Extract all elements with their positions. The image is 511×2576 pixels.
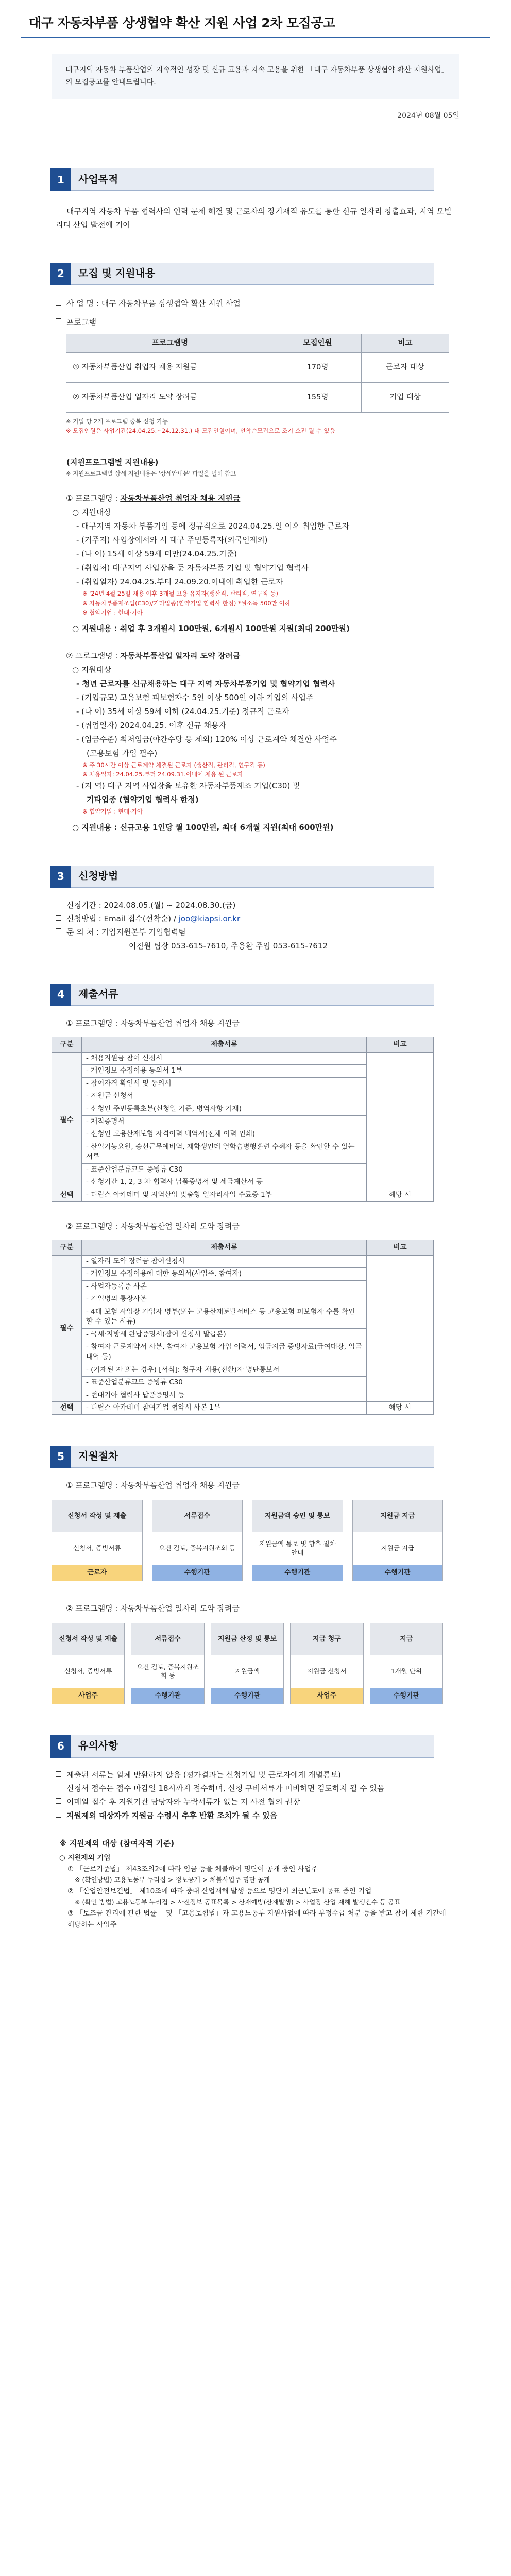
procedure-step-actor: 수행기관 — [131, 1688, 203, 1704]
square-bullet-icon — [56, 1812, 61, 1818]
table-cell — [367, 1052, 434, 1189]
table-header: 비고 — [367, 1037, 434, 1052]
notice-date: 2024년 08월 05일 — [397, 112, 459, 121]
target-label: ○ 지원대상 — [72, 507, 111, 517]
table-cell: - 디립스 아카데미 및 지역산업 맞춤형 일자리사업 수료증 1부 — [82, 1189, 367, 1201]
section-title: 지원절차 — [71, 1446, 434, 1468]
contact-info: 문 의 처 : 기업지원본부 기업협력팀 — [56, 925, 454, 939]
target-line: (고용보험 가입 필수) — [87, 748, 158, 758]
intro-box — [52, 54, 459, 100]
square-bullet-icon — [56, 459, 61, 464]
target-line: - (취업처) 대구지역 사업장을 둔 자동차부품 기업 및 협약기업 협력사 — [76, 563, 309, 573]
square-bullet-icon — [56, 902, 61, 907]
section-title: 유의사항 — [71, 1735, 434, 1758]
table-header: 비고 — [367, 1240, 434, 1255]
procedure-step-actor: 수행기관 — [152, 1565, 243, 1581]
procedure-step-description: 1개월 단위 — [390, 1667, 422, 1675]
program-note: ※ 기업 당 2개 프로그램 중복 신청 가능 — [66, 418, 168, 426]
section-header-apply — [50, 866, 434, 888]
table-cell: 해당 시 — [367, 1402, 434, 1415]
procedure-step-title: 지원금 산정 및 통보 — [211, 1623, 283, 1655]
procedure-step — [52, 1500, 143, 1581]
documents-program-2-title: ② 프로그램명 : 자동차부품산업 일자리 도약 장려금 — [66, 1221, 240, 1231]
section-number: 6 — [50, 1735, 71, 1758]
target-line: - (취업일자) 24.04.25.부터 24.09.20.이내에 취업한 근로자 — [76, 577, 283, 587]
table-cell: - 산업기능요원, 승선근무예비역, 재학생인데 열학습병행훈련 수혜자 등을 확인할 수 있는 서류 — [82, 1141, 367, 1163]
target-line: - (거주지) 사업장에서와 시 대구 주민등록자(외국인제외) — [76, 535, 268, 545]
square-bullet-icon — [56, 1785, 61, 1790]
procedure-step-title: 지원금 지급 — [353, 1500, 443, 1532]
procedure-step — [152, 1500, 243, 1581]
table-cell: - 지원금 신청서 — [82, 1090, 367, 1103]
table-cell: - 국세·지방세 완납증명서(참여 신청시 발급본) — [82, 1328, 367, 1341]
exclusion-line: ※ (확인방법) 고용노동부 누리집 > 정보공개 > 체불사업주 명단 공개 — [75, 1876, 270, 1884]
program-label: 프로그램 — [56, 315, 454, 329]
table-cell: - 표준산업분류코드 증빙류 C30 — [82, 1163, 367, 1176]
target-note: ※ 채용일자: 24.04.25.부터 24.09.31.이내에 채용 된 근로자 — [82, 771, 243, 778]
table-cell: - 일자리 도약 장려금 참여신청서 — [82, 1255, 367, 1268]
section-header-documents — [50, 984, 434, 1006]
square-bullet-icon — [56, 208, 61, 213]
square-bullet-icon — [56, 1798, 61, 1804]
category-cell: 필수 — [52, 1255, 82, 1402]
target-note: ※ 자동차부품제조업(C30)/기타업종(협약기업 협력사 한정) *월소득 500만 이하 — [82, 599, 291, 607]
target-line: - (취업일자) 2024.04.25. 이후 신규 채용자 — [76, 720, 226, 730]
procedure-step-actor: 근로자 — [52, 1565, 142, 1581]
table-header: 모집인원 — [274, 334, 362, 353]
detail-label: (지원프로그램별 지원내용) — [56, 455, 454, 469]
table-row — [52, 1402, 434, 1415]
procedure-step-description: 지원금 지급 — [381, 1544, 414, 1552]
target-line: - 청년 근로자를 신규채용하는 대구 지역 자동차부품기업 및 협약기업 협력사 — [76, 679, 335, 688]
exclusion-line: ※ (확인 방법) 고용노동부 누리집 > 사전정보 공표목록 > 산재예방(산재발생) > 사업장 산업 재해 발생건수 등 공표 — [75, 1898, 401, 1906]
documents-table-2 — [52, 1240, 434, 1415]
table-cell: - 참여자 근로계약서 사본, 참여자 고용보험 가입 이력서, 임금지급 증빙자료(급여대장, 입금내역 등) — [82, 1341, 367, 1364]
procedure-step-description: 요건 검토, 중복지원조회 등 — [159, 1544, 236, 1552]
procedure-program-1-title: ① 프로그램명 : 자동차부품산업 취업자 채용 지원금 — [66, 1480, 240, 1490]
procedure-step — [290, 1623, 363, 1704]
table-cell: - 신청기간 1, 2, 3 차 협력사 납품증명서 및 세금계산서 등 — [82, 1176, 367, 1189]
section-number: 5 — [50, 1446, 71, 1468]
procedure-step — [52, 1623, 125, 1704]
target-line: - 대구지역 자동차 부품기업 등에 정규직으로 2024.04.25.일 이후 취업한 근로자 — [76, 521, 350, 531]
section-title: 모집 및 지원내용 — [71, 263, 434, 285]
table-cell: - 사업자등록증 사본 — [82, 1280, 367, 1293]
caution-item: 신청서 접수는 접수 마감일 18시까지 접수하며, 신청 구비서류가 미비하면 검토하지 될 수 있음 — [56, 1782, 454, 1795]
section-title: 제출서류 — [71, 984, 434, 1006]
procedure-program-2-title: ② 프로그램명 : 자동차부품산업 일자리 도약 장려금 — [66, 1603, 240, 1613]
procedure-step-description: 지원금액 — [234, 1667, 260, 1675]
procedure-flow-2 — [52, 1623, 443, 1704]
procedure-step-actor: 사업주 — [52, 1688, 124, 1704]
program-1-title: ① 프로그램명 : 자동차부품산업 취업자 채용 지원금 — [66, 494, 241, 503]
table-cell: 근로자 대상 — [362, 353, 449, 383]
exclusion-line: ① 「근로기준법」 제43조의2에 따라 임금 등을 체불하여 명단이 공개 중인 사업주 — [67, 1865, 318, 1873]
apply-method: 신청방법 : Email 접수(선착순) / joo@kiapsi.or.kr — [56, 912, 454, 925]
procedure-step — [131, 1623, 204, 1704]
target-note: ※ 주 30시간 이상 근로계약 체결된 근로자 (생산직, 관리직, 연구직 등) — [82, 761, 265, 769]
caution-item: 제출된 서류는 일체 반환하지 않음 (평가결과는 신청기업 및 근로자에게 개별통보) — [56, 1768, 454, 1782]
table-row — [52, 1189, 434, 1201]
table-cell: - 기업명의 통장사본 — [82, 1293, 367, 1306]
square-bullet-icon — [56, 300, 61, 306]
purpose-text: 대구지역 자동차 부품 협력사의 인력 문제 해결 및 근로자의 장기재직 유도를 통한 신규 일자리 창출효과, 지역 모빌리티 산업 발전에 기여 — [56, 207, 452, 230]
program-table — [66, 334, 449, 413]
caution-item: 지원제외 대상자가 지원금 수령시 추후 반환 조치가 될 수 있음 — [56, 1809, 454, 1822]
table-cell: 해당 시 — [367, 1189, 434, 1201]
exclusion-line: ② 「산업안전보건법」 제10조에 따라 중대 산업재해 발생 등으로 명단이 최근년도에 공표 중인 기업 — [67, 1887, 372, 1895]
table-cell — [367, 1255, 434, 1402]
square-bullet-icon — [56, 1771, 61, 1777]
table-cell: - 개인정보 수집이용 동의서 1부 — [82, 1065, 367, 1078]
caution-item: 이메일 접수 후 지원기관 담당자와 누락서류가 없는 지 사전 협의 권장 — [56, 1795, 454, 1808]
procedure-step-title: 서류접수 — [152, 1500, 243, 1532]
procedure-step — [252, 1500, 343, 1581]
table-header: 제출서류 — [82, 1037, 367, 1052]
table-cell: - 채용지원금 참여 신청서 — [82, 1052, 367, 1065]
table-row — [52, 1255, 434, 1268]
square-bullet-icon — [56, 318, 61, 324]
exclusion-title: ※ 지원제외 대상 (참여자격 기준) — [59, 1838, 175, 1848]
table-cell: 170명 — [274, 353, 362, 383]
table-header: 프로그램명 — [66, 334, 274, 353]
category-cell: 선택 — [52, 1189, 82, 1201]
procedure-step-description: 신청서, 증빙서류 — [64, 1667, 112, 1675]
procedure-step-title: 서류접수 — [131, 1623, 203, 1655]
target-line: - (기업규모) 고용보험 피보험자수 5인 이상 500인 이하 기업의 사업주 — [76, 692, 314, 702]
target-note: ※ 협약기업 : 현대·기아 — [82, 808, 143, 816]
target-line: 기타업종 (협약기업 협력사 한정) — [87, 795, 199, 805]
apply-period: 신청기간 : 2024.08.05.(월) ~ 2024.08.30.(금) — [56, 899, 454, 912]
support-content: ○ 지원내용 : 신규고용 1인당 월 100만원, 최대 6개월 지원(최대 600만원) — [72, 822, 334, 832]
program-note-red: ※ 모집인원은 사업기간(24.04.25.~24.12.31.) 내 모집인원이며, 선착순모집으로 조기 소진 될 수 있음 — [66, 427, 335, 435]
procedure-step-description: 요건 검토, 중복지원조회 등 — [137, 1663, 199, 1680]
detail-note: ※ 지원프로그램별 상세 지원내용은 '상세안내문' 파일을 필히 참고 — [66, 470, 236, 478]
procedure-step — [352, 1500, 444, 1581]
table-row — [52, 1052, 434, 1065]
procedure-step-title: 신청서 작성 및 제출 — [52, 1623, 124, 1655]
table-cell: ① 자동차부품산업 취업자 채용 지원금 — [66, 353, 274, 383]
target-note: ※ '24년 4월 25일 채용 이후 3개월 고용 유지자(생산직, 관리직, 연구직 등) — [82, 590, 278, 598]
exclusion-subtitle: ○ 지원제외 기업 — [59, 1853, 111, 1862]
section-number: 2 — [50, 263, 71, 285]
table-cell: - 재직증명서 — [82, 1115, 367, 1128]
program-2-title: ② 프로그램명 : 자동차부품산업 일자리 도약 장려금 — [66, 651, 241, 660]
procedure-step-title: 지급 — [370, 1623, 442, 1655]
procedure-step-title: 지원금액 승인 및 통보 — [252, 1500, 343, 1532]
section-title: 사업목적 — [71, 168, 434, 191]
section-header-procedure — [50, 1446, 434, 1468]
procedure-step-actor: 수행기관 — [252, 1565, 343, 1581]
procedure-step-description: 지원금액 통보 및 향후 절차 안내 — [259, 1539, 336, 1556]
table-header: 구분 — [52, 1240, 82, 1255]
procedure-flow-1 — [52, 1500, 443, 1581]
contact-persons: 이진원 팀장 053-615-7610, 주용환 주임 053-615-7612 — [129, 941, 328, 951]
section-header-recruit — [50, 263, 434, 285]
table-header: 구분 — [52, 1037, 82, 1052]
table-cell: - 표준산업분류코드 증빙류 C30 — [82, 1377, 367, 1389]
target-label: ○ 지원대상 — [72, 665, 111, 674]
table-cell: 155명 — [274, 383, 362, 413]
procedure-step — [370, 1623, 443, 1704]
section-number: 3 — [50, 866, 71, 888]
target-line: - (임금수준) 최저임금(야간수당 등 제외) 120% 이상 근로계약 체결한 사업주 — [76, 734, 337, 744]
table-cell: ② 자동차부품산업 일자리 도약 장려금 — [66, 383, 274, 413]
square-bullet-icon — [56, 915, 61, 921]
table-cell: - (기재된 자 또는 경우) [서식]: 청구자 채용(전환)자 명단통보서 — [82, 1364, 367, 1377]
exclusion-box — [52, 1831, 459, 1937]
table-cell: - 참여자격 확인서 및 동의서 — [82, 1077, 367, 1090]
support-content: ○ 지원내용 : 취업 후 3개월시 100만원, 6개월시 100만원 지원(최대 200만원) — [72, 623, 350, 633]
procedure-step — [211, 1623, 284, 1704]
target-line: - (나 이) 35세 이상 59세 이하 (24.04.25.기준) 정규직 근로자 — [76, 706, 289, 716]
procedure-step-description: 지원금 신청서 — [307, 1667, 347, 1675]
exclusion-line: ③ 「보조금 관리에 관한 법률」 및 「고용보험법」과 고용노동부 지원사업에 따라 부정수급 처분 등을 받고 참여 제한 기간에 해당하는 사업주 — [67, 1909, 446, 1929]
table-header: 제출서류 — [82, 1240, 367, 1255]
square-bullet-icon — [56, 928, 61, 934]
table-cell: - 신청인 고용산재보험 자격이력 내역서(전체 이력 인쇄) — [82, 1128, 367, 1141]
business-name: 사 업 명 : 대구 자동차부품 상생협약 확산 지원 사업 — [56, 297, 454, 310]
procedure-step-actor: 수행기관 — [211, 1688, 283, 1704]
procedure-step-actor: 사업주 — [291, 1688, 363, 1704]
category-cell: 필수 — [52, 1052, 82, 1189]
procedure-step-title: 신청서 작성 및 제출 — [52, 1500, 142, 1532]
table-cell: - 디립스 아카데미 참여기업 협약서 사본 1부 — [82, 1402, 367, 1415]
table-header: 비고 — [362, 334, 449, 353]
table-cell: - 4대 보험 사업장 가입자 명부(또는 고용산재토탈서비스 등 고용보험 피보험자 수를 확인 할 수 있는 서류) — [82, 1306, 367, 1328]
table-cell: - 현대기아 협력사 납품증명서 등 — [82, 1389, 367, 1402]
title-underline — [21, 37, 490, 38]
category-cell: 선택 — [52, 1402, 82, 1415]
table-cell: 기업 대상 — [362, 383, 449, 413]
procedure-step-actor: 수행기관 — [370, 1688, 442, 1704]
target-line: - (나 이) 15세 이상 59세 미만(24.04.25.기준) — [76, 549, 237, 559]
procedure-step-title: 지급 청구 — [291, 1623, 363, 1655]
target-note: ※ 협약기업 : 현대·기아 — [82, 609, 143, 617]
procedure-step-actor: 수행기관 — [353, 1565, 443, 1581]
page-title: 대구 자동차부품 상생협약 확산 지원 사업 2차 모집공고 — [29, 15, 335, 30]
table-row — [66, 383, 449, 413]
documents-table-1 — [52, 1037, 434, 1202]
section-number: 1 — [50, 168, 71, 191]
documents-program-1-title: ① 프로그램명 : 자동차부품산업 취업자 채용 지원금 — [66, 1018, 240, 1028]
section-title: 신청방법 — [71, 866, 434, 888]
procedure-step-description: 신청서, 증빙서류 — [73, 1544, 121, 1552]
target-line: - (지 역) 대구 지역 사업장을 보유한 자동차부품제조 기업(C30) 및 — [76, 781, 300, 791]
section-header-caution — [50, 1735, 434, 1758]
section-number: 4 — [50, 984, 71, 1006]
table-cell: - 개인정보 수집이용에 대한 동의서(사업주, 참여자) — [82, 1268, 367, 1281]
email-link[interactable]: joo@kiapsi.or.kr — [178, 914, 241, 924]
table-cell: - 신청인 주민등록초본(신청일 기준, 병역사항 기재) — [82, 1103, 367, 1116]
section-header-purpose — [50, 168, 434, 191]
intro-text: 대구지역 자동차 부품산업의 지속적인 성장 및 신규 고용과 지속 고용을 위한 「대구 자동차부품 상생협약 확산 지원사업」의 모집공고를 안내드립니다. — [65, 65, 445, 87]
table-row — [66, 353, 449, 383]
